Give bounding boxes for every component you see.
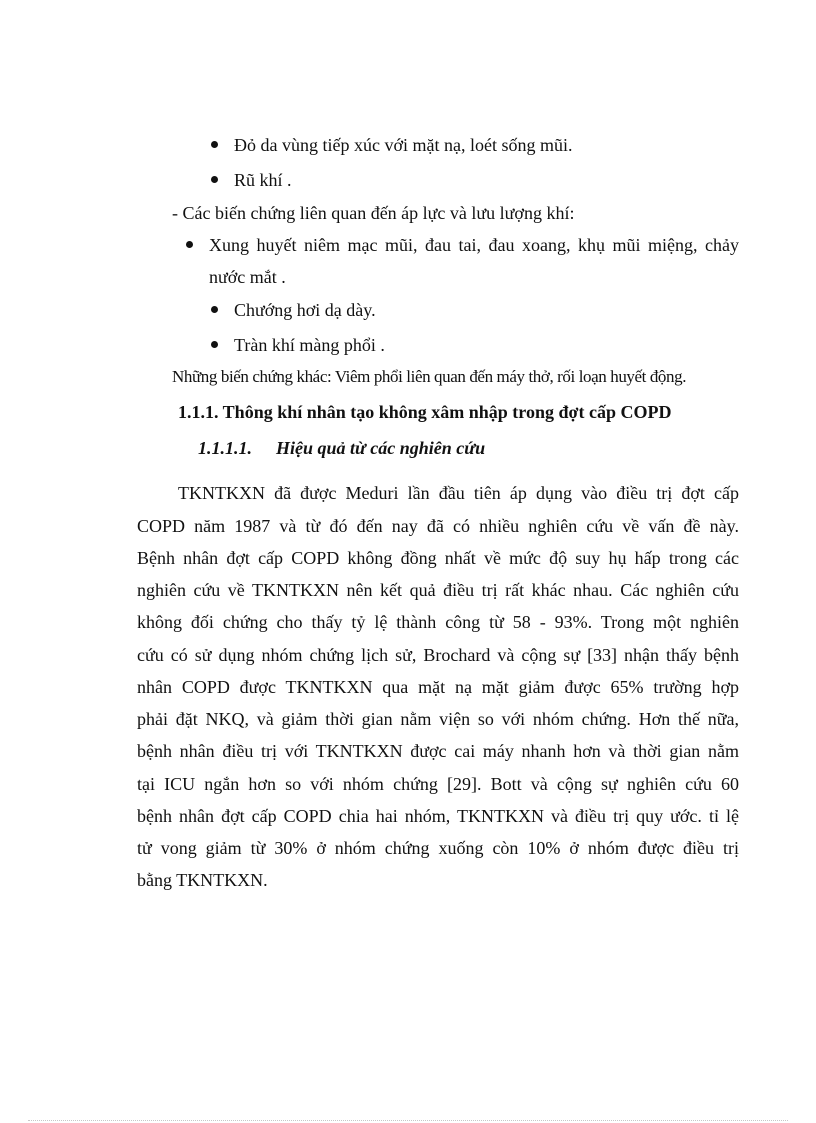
paragraph-line: phải đặt NKQ, và giảm thời gian nằm viện so với nhóm chứng. Hơn thế nữa, xyxy=(137,709,739,729)
other-complications: Những biến chứng khác: Viêm phổi liên quan đến máy thở, rối loạn huyết động. xyxy=(172,367,687,386)
bullet-icon xyxy=(211,341,218,348)
bullet-text-nasal-congestion-cont: nước mắt . xyxy=(209,267,286,287)
paragraph-line: nghiên cứu về TKNTKXN nên kết quả điều trị rất khác nhau. Các nghiên cứu xyxy=(137,580,739,600)
bullet-text-gastric-distension: Chướng hơi dạ dày. xyxy=(234,300,376,320)
bullet-text-air-leak: Rũ khí . xyxy=(234,170,292,190)
paragraph-line: TKNTKXN đã được Meduri lần đầu tiên áp dụng vào điều trị đợt cấp xyxy=(178,483,739,503)
paragraph-line: Bệnh nhân đợt cấp COPD không đồng nhất về mức độ suy hụ hấp trong các xyxy=(137,548,739,568)
paragraph-line: nhân COPD được TKNTKXN qua mặt nạ mặt giảm được 65% trường hợp xyxy=(137,677,739,697)
paragraph-line: không đối chứng cho thấy tỷ lệ thành công từ 58 - 93%. Trong một nghiên xyxy=(137,612,739,632)
paragraph-line: bệnh nhân đợt cấp COPD chia hai nhóm, TKNTKXN và điều trị quy ước. tỉ lệ xyxy=(137,806,739,826)
bullet-text-nasal-congestion: Xung huyết niêm mạc mũi, đau tai, đau xoang, khụ mũi miệng, chảy xyxy=(209,235,739,255)
page-bottom-rule xyxy=(28,1120,788,1121)
subsection-number: 1.1.1.1. xyxy=(198,438,252,458)
bullet-text-skin-redness: Đỏ da vùng tiếp xúc với mặt nạ, loét sống mũi. xyxy=(234,135,573,155)
paragraph-line: tử vong giảm từ 30% ở nhóm chứng xuống còn 10% ở nhóm được điều trị xyxy=(137,838,739,858)
bullet-icon xyxy=(211,306,218,313)
bullet-icon xyxy=(186,241,193,248)
paragraph-line: bằng TKNTKXN. xyxy=(137,870,268,890)
pressure-flow-intro: - Các biến chứng liên quan đến áp lực và lưu lượng khí: xyxy=(172,203,575,223)
bullet-icon xyxy=(211,141,218,148)
paragraph-line: COPD năm 1987 và từ đó đến nay đã có nhiều nghiên cứu về vấn đề này. xyxy=(137,516,739,536)
bullet-icon xyxy=(211,176,218,183)
section-heading: 1.1.1. Thông khí nhân tạo không xâm nhập trong đợt cấp COPD xyxy=(178,402,672,422)
paragraph-line: bệnh nhân điều trị với TKNTKXN được cai máy nhanh hơn và thời gian nằm xyxy=(137,741,739,761)
bullet-text-pneumothorax: Tràn khí màng phổi . xyxy=(234,335,385,355)
paragraph-line: tại ICU ngắn hơn so với nhóm chứng [29]. Bott và cộng sự nghiên cứu 60 xyxy=(137,774,739,794)
subsection-title: Hiệu quả từ các nghiên cứu xyxy=(276,438,486,458)
paragraph-line: cứu có sử dụng nhóm chứng lịch sử, Brochard và cộng sự [33] nhận thấy bệnh xyxy=(137,645,739,665)
